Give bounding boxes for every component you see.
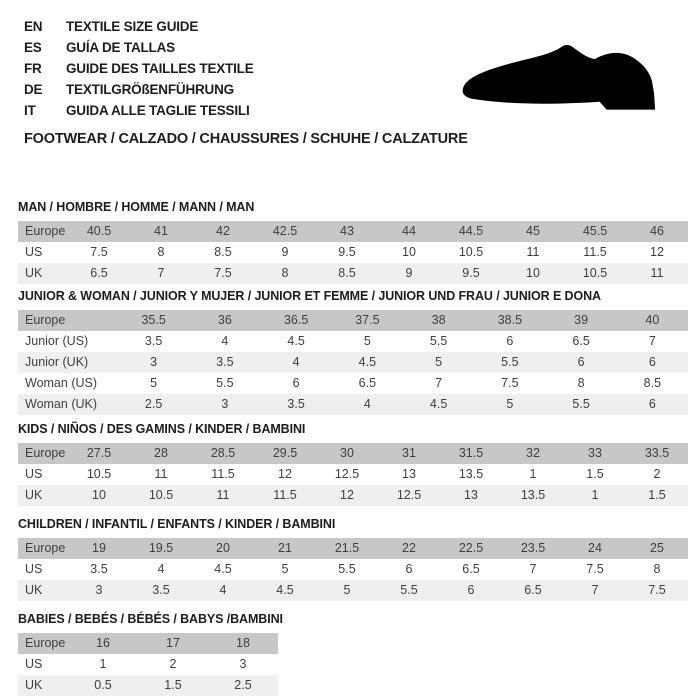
size-cell: 6 [440, 580, 502, 601]
section-kids [18, 422, 688, 506]
size-cell: 1.5 [586, 467, 604, 481]
section-title-children: CHILDREN / INFANTIL / ENFANTS / KINDER / BAMBINI [18, 517, 336, 531]
size-cell: 7.5 [586, 562, 604, 576]
size-cell: 7.5 [192, 263, 254, 284]
size-cell: 8.5 [316, 263, 378, 284]
size-cell: 24 [564, 538, 626, 559]
size-row [18, 464, 688, 485]
size-cell: 5.5 [338, 562, 356, 576]
size-cell: 43 [316, 221, 378, 242]
size-cell: 4 [221, 334, 229, 348]
size-cell: 7 [435, 376, 443, 390]
size-cell: 8 [653, 562, 661, 576]
size-cell: 9 [378, 263, 440, 284]
row-label: Junior (US) [25, 334, 89, 348]
size-cell: 13 [402, 467, 416, 481]
size-cell: 22.5 [440, 538, 502, 559]
size-cell: 7 [130, 263, 192, 284]
size-cell: 0.5 [68, 675, 138, 696]
section-junior-woman [18, 289, 688, 415]
section-title-junior-woman: JUNIOR & WOMAN / JUNIOR Y MUJER / JUNIOR ET FEMME / JUNIOR UND FRAU / JUNIOR E DONA [18, 289, 601, 303]
size-cell: 8.5 [643, 376, 662, 390]
size-cell: 19.5 [130, 538, 192, 559]
size-cell: 1 [529, 467, 537, 481]
size-cell: 6 [617, 394, 688, 415]
size-cell: 33.5 [626, 443, 688, 464]
language-code: IT [24, 103, 36, 118]
size-cell: 10 [68, 485, 130, 506]
section-title-babies: BABIES / BEBÉS / BÉBÉS / BABYS /BAMBINI [18, 612, 283, 626]
section-man [18, 200, 688, 284]
size-cell: 8 [577, 376, 585, 390]
size-cell: 5.5 [474, 352, 545, 373]
language-row-de [24, 79, 254, 100]
size-cell: 29.5 [254, 443, 316, 464]
size-cell: 11 [626, 263, 688, 284]
language-label: GUIDE DES TAILLES TEXTILE [66, 61, 254, 76]
size-cell: 8 [254, 263, 316, 284]
size-cell: 10.5 [130, 485, 192, 506]
size-row [18, 394, 688, 415]
size-table [18, 221, 688, 284]
row-label: UK [18, 675, 68, 696]
row-label: Europe [18, 443, 68, 464]
size-cell: 4.5 [254, 580, 316, 601]
size-cell: 4 [332, 394, 403, 415]
row-label: US [25, 245, 43, 259]
row-label: Junior (UK) [18, 352, 118, 373]
size-cell: 2 [653, 467, 661, 481]
size-row [18, 485, 688, 506]
size-cell: 37.5 [332, 310, 403, 331]
size-cell: 1.5 [626, 485, 688, 506]
size-cell: 10 [502, 263, 564, 284]
size-cell: 3.5 [189, 352, 260, 373]
size-cell: 1.5 [138, 675, 208, 696]
size-cell: 11 [192, 485, 254, 506]
size-cell: 6.5 [502, 580, 564, 601]
size-cell: 5 [316, 580, 378, 601]
size-cell: 9.5 [338, 245, 356, 259]
size-cell: 40 [617, 310, 688, 331]
size-row [18, 221, 688, 242]
size-cell: 4.5 [403, 394, 474, 415]
row-label: US [25, 657, 43, 671]
size-cell: 17 [138, 633, 208, 654]
size-cell: 45.5 [564, 221, 626, 242]
size-cell: 21.5 [316, 538, 378, 559]
size-cell: 38.5 [474, 310, 545, 331]
size-cell: 41 [130, 221, 192, 242]
size-cell: 13.5 [458, 467, 484, 481]
size-cell: 10 [402, 245, 416, 259]
size-table-babies [18, 633, 688, 696]
size-cell: 25 [626, 538, 688, 559]
size-cell: 7 [564, 580, 626, 601]
size-cell: 23.5 [502, 538, 564, 559]
row-label: Europe [18, 633, 68, 654]
size-cell: 8 [157, 245, 165, 259]
size-cell: 9 [281, 245, 289, 259]
language-code: FR [24, 61, 42, 76]
size-cell: 6.5 [68, 263, 130, 284]
language-header [24, 16, 254, 121]
size-cell: 6 [546, 352, 617, 373]
size-cell: 10.5 [564, 263, 626, 284]
size-table [18, 633, 278, 696]
size-cell: 30 [316, 443, 378, 464]
size-cell: 4.5 [332, 352, 403, 373]
language-row-en [24, 16, 254, 37]
size-cell: 4 [157, 562, 165, 576]
size-cell: 1 [99, 657, 107, 671]
size-cell: 4 [192, 580, 254, 601]
size-row [18, 242, 688, 263]
size-cell: 8.5 [214, 245, 232, 259]
size-cell: 10.5 [86, 467, 112, 481]
size-cell: 12 [316, 485, 378, 506]
size-cell: 11.5 [254, 485, 316, 506]
language-row-it [24, 100, 254, 121]
size-cell: 7 [648, 334, 656, 348]
shoe-icon [458, 36, 666, 114]
language-row-es [24, 37, 254, 58]
language-code: EN [24, 19, 43, 34]
size-cell: 2.5 [208, 675, 278, 696]
size-cell: 36.5 [261, 310, 332, 331]
size-row [18, 352, 688, 373]
language-row-fr [24, 58, 254, 79]
row-label: UK [18, 580, 68, 601]
size-cell: 3.5 [261, 394, 332, 415]
size-cell: 3.5 [144, 334, 163, 348]
size-cell: 2 [169, 657, 177, 671]
size-cell: 6.5 [462, 562, 480, 576]
size-cell: 5 [363, 334, 371, 348]
section-babies [18, 612, 688, 696]
language-code: DE [24, 82, 43, 97]
size-cell: 45 [502, 221, 564, 242]
size-cell: 5.5 [216, 376, 234, 390]
size-table [18, 443, 688, 506]
size-cell: 5 [150, 376, 158, 390]
row-label: Europe [18, 310, 118, 331]
size-cell: 5.5 [546, 394, 617, 415]
size-cell: 6 [405, 562, 413, 576]
size-cell: 38 [403, 310, 474, 331]
size-cell: 33 [564, 443, 626, 464]
size-cell: 5.5 [378, 580, 440, 601]
size-cell: 22 [378, 538, 440, 559]
size-table [18, 538, 688, 601]
size-cell: 10.5 [458, 245, 484, 259]
size-cell: 18 [208, 633, 278, 654]
row-label: Europe [18, 538, 68, 559]
size-cell: 40.5 [68, 221, 130, 242]
size-cell: 2.5 [118, 394, 189, 415]
size-cell: 7.5 [90, 245, 108, 259]
size-cell: 6 [506, 334, 514, 348]
size-cell: 31 [378, 443, 440, 464]
row-label: UK [18, 263, 68, 284]
row-label: UK [18, 485, 68, 506]
size-cell: 13 [440, 485, 502, 506]
size-cell: 3 [118, 352, 189, 373]
size-cell: 19 [68, 538, 130, 559]
size-row [18, 443, 688, 464]
size-row [18, 580, 688, 601]
size-cell: 6 [617, 352, 688, 373]
size-cell: 11.5 [583, 245, 607, 259]
section-title-kids: KIDS / NIÑOS / DES GAMINS / KINDER / BAMBINI [18, 422, 306, 436]
size-cell: 7 [529, 562, 537, 576]
size-cell: 12.5 [334, 467, 360, 481]
category-title: FOOTWEAR / CALZADO / CHAUSSURES / SCHUHE / CALZATURE [24, 131, 468, 147]
size-cell: 42.5 [254, 221, 316, 242]
size-cell: 12 [650, 245, 664, 259]
size-table-kids [18, 443, 688, 506]
row-label: US [25, 467, 43, 481]
size-cell: 6.5 [358, 376, 377, 390]
size-cell: 12.5 [378, 485, 440, 506]
size-cell: 28.5 [192, 443, 254, 464]
size-cell: 7.5 [501, 376, 519, 390]
size-cell: 28 [130, 443, 192, 464]
section-title-man: MAN / HOMBRE / HOMME / MANN / MAN [18, 200, 255, 214]
size-table-children [18, 538, 688, 601]
row-label: Woman (UK) [18, 394, 118, 415]
size-table-junior-woman [18, 310, 688, 415]
size-row [18, 633, 278, 654]
size-row [18, 373, 688, 394]
size-row [18, 263, 688, 284]
row-label: US [25, 562, 43, 576]
language-label: GUIDA ALLE TAGLIE TESSILI [66, 103, 250, 118]
size-cell: 5 [403, 352, 474, 373]
size-cell: 1 [564, 485, 626, 506]
size-cell: 42 [192, 221, 254, 242]
language-label: TEXTILE SIZE GUIDE [66, 19, 199, 34]
size-row [18, 331, 688, 352]
size-cell: 3 [68, 580, 130, 601]
size-cell: 16 [68, 633, 138, 654]
language-label: GUÍA DE TALLAS [66, 40, 175, 55]
size-cell: 4.5 [214, 562, 232, 576]
section-children [18, 517, 688, 601]
size-cell: 7.5 [626, 580, 688, 601]
size-cell: 4 [261, 352, 332, 373]
size-row [18, 538, 688, 559]
size-cell: 9.5 [440, 263, 502, 284]
size-cell: 44.5 [440, 221, 502, 242]
size-cell: 27.5 [68, 443, 130, 464]
size-cell: 39 [546, 310, 617, 331]
size-cell: 3 [189, 394, 260, 415]
size-row [18, 675, 278, 696]
size-table-man [18, 221, 688, 284]
size-row [18, 559, 688, 580]
size-cell: 12 [278, 467, 292, 481]
size-table [18, 310, 688, 415]
size-cell: 44 [378, 221, 440, 242]
size-cell: 35.5 [118, 310, 189, 331]
size-cell: 5 [474, 394, 545, 415]
size-cell: 11.5 [211, 467, 235, 481]
size-row [18, 310, 688, 331]
size-cell: 5.5 [429, 334, 448, 348]
size-cell: 11 [526, 245, 540, 259]
size-cell: 21 [254, 538, 316, 559]
size-cell: 31.5 [440, 443, 502, 464]
size-cell: 32 [502, 443, 564, 464]
size-cell: 5 [281, 562, 289, 576]
size-cell: 4.5 [287, 334, 305, 348]
row-label: Woman (US) [25, 376, 98, 390]
size-cell: 36 [189, 310, 260, 331]
row-label: Europe [18, 221, 68, 242]
size-cell: 13.5 [502, 485, 564, 506]
size-cell: 20 [192, 538, 254, 559]
size-row [18, 654, 278, 675]
language-label: TEXTILGRÖßENFÜHRUNG [66, 82, 234, 97]
size-cell: 3 [239, 657, 247, 671]
size-cell: 3.5 [130, 580, 192, 601]
size-cell: 6.5 [572, 334, 590, 348]
size-cell: 6 [292, 376, 300, 390]
size-cell: 46 [626, 221, 688, 242]
size-cell: 11 [154, 467, 168, 481]
size-cell: 3.5 [90, 562, 108, 576]
language-code: ES [24, 40, 42, 55]
